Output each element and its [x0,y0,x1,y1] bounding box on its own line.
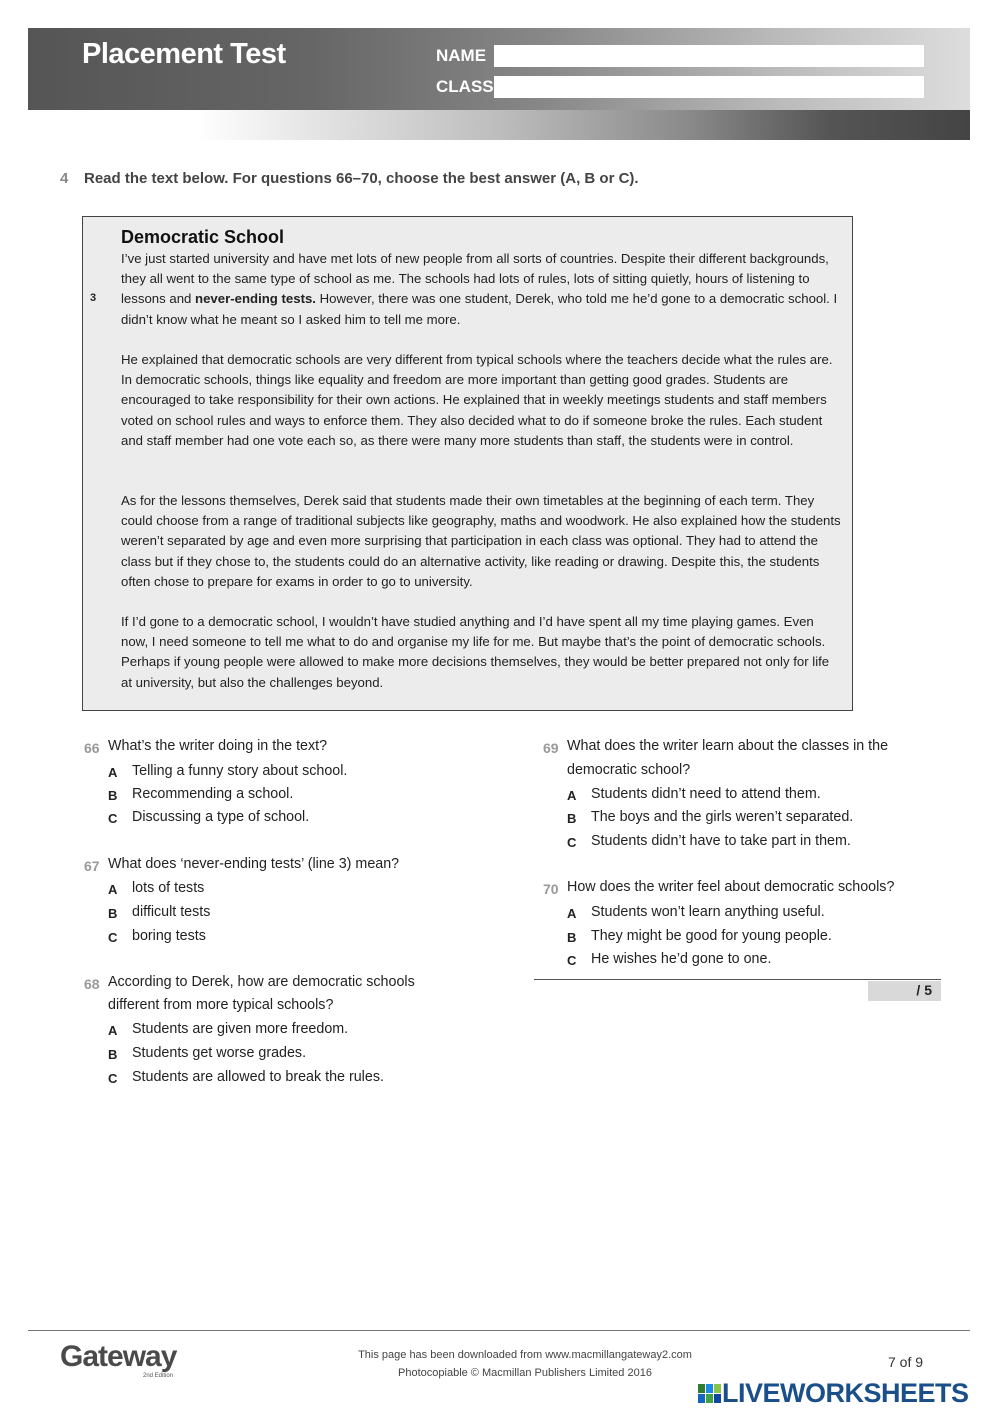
option-letter: C [108,930,118,945]
exercise-instruction: Read the text below. For questions 66–70, choose the best answer (A, B or C). [84,170,639,187]
question-66-stem: What’s the writer doing in the text? [108,738,328,754]
score-total: / 5 [916,982,932,998]
question-67-option-a[interactable]: lots of tests [132,880,205,896]
page-title: Placement Test [82,38,286,70]
reading-paragraph-4: If I’d gone to a democratic school, I wouldn’t have studied anything and I’d have spent all my time playing games. Even now, I need someone to tell me what to do and organise my life for me. But maybe that’s the point of democratic schools. Perhaps if young people were allowed to make more decisions themselves, they would be better prepared not only for life at university, but also the challenges beyond. [121,614,830,690]
question-70-option-b[interactable]: They might be good for young people. [591,928,832,944]
header-gradient-strip [28,110,970,140]
class-field[interactable] [494,76,924,98]
option-letter: C [108,811,118,826]
option-letter: A [567,788,577,803]
question-70-option-c[interactable]: He wishes he’d gone to one. [591,951,772,967]
paragraph-1-text: I’ve just started university and have met lots of new people from all sorts of countries. Despite their different backgrounds, they all went to the same type of school as me. The schools had lots of rules, lots of sitting quietly, hours of listening to lessons and [121,251,829,307]
question-66-option-b[interactable]: Recommending a school. [132,786,294,802]
liveworksheets-watermark: LIVEWORKSHEETS [722,1378,969,1408]
question-number-67: 67 [84,858,100,874]
question-67-option-c[interactable]: boring tests [132,928,206,944]
option-letter: B [567,811,577,826]
download-notice: This page has been downloaded from www.macmillangateway2.com [358,1349,692,1361]
question-69-option-b[interactable]: The boys and the girls weren’t separated. [591,809,854,825]
question-68-stem: According to Derek, how are democratic schools [108,974,415,990]
liveworksheets-logo-icon [698,1384,722,1404]
option-letter: B [108,788,118,803]
reading-paragraph-3: As for the lessons themselves, Derek said that students made their own timetables at the beginning of each term. They could choose from a range of traditional subjects like geography, maths and woodwork. He also explained how the students weren’t separated by age and even more surprising that participation in each class was optional. They had to attend the class but if they chose to, the students could do an alternative activity, like reading or drawing. Despite this, the students often chose to prepare for exams in order to go to university. [121,493,841,589]
option-letter: A [108,1023,118,1038]
question-69-option-a[interactable]: Students didn’t need to attend them. [591,786,821,802]
exercise-number: 4 [60,170,69,187]
question-69-stem: What does the writer learn about the classes in the [567,738,889,754]
page-number: 7 of 9 [888,1354,924,1370]
name-label: NAME [436,46,487,65]
question-number-70: 70 [543,881,559,897]
question-number-66: 66 [84,740,100,756]
question-number-68: 68 [84,976,100,992]
reading-paragraph-2: He explained that democratic schools are very different from typical schools where the teachers decide what the rules are. In democratic schools, things like equality and freedom are more important than getting good grades. Students are encouraged to take responsibility for their own actions. He explained that in weekly meetings students and staff members voted on school rules and ways to enforce them. They also decided what to do if someone broke the rules. Each student and staff member had one vote each so, as there were many more students than staff, the students were in control. [121,352,833,448]
option-letter: B [567,930,577,945]
copyright-notice: Photocopiable © Macmillan Publishers Limited 2016 [398,1367,652,1379]
question-66-option-c[interactable]: Discussing a type of school. [132,809,310,825]
option-letter: A [108,765,118,780]
option-letter: B [108,1047,118,1062]
question-69-option-c[interactable]: Students didn’t have to take part in them. [591,833,851,849]
option-letter: C [108,1071,118,1086]
reading-title: Democratic School [121,227,285,247]
class-label: CLASS [436,77,494,96]
option-letter: A [108,882,118,897]
question-68-option-b[interactable]: Students get worse grades. [132,1045,307,1061]
option-letter: C [567,953,577,968]
gateway-logo: Gateway [60,1340,177,1373]
question-66-option-a[interactable]: Telling a funny story about school. [132,763,348,779]
question-67-option-b[interactable]: difficult tests [132,904,211,920]
option-letter: A [567,906,577,921]
reading-paragraph-1 [121,249,843,330]
footer-divider [28,1330,970,1331]
question-68-stem-continued: different from more typical schools? [108,997,334,1013]
question-70-stem: How does the writer feel about democratic schools? [567,879,895,895]
question-70-option-a[interactable]: Students won’t learn anything useful. [591,904,825,920]
option-letter: C [567,835,577,850]
edition-label: 2nd Edition [143,1373,174,1379]
question-68-option-a[interactable]: Students are given more freedom. [132,1021,349,1037]
name-field[interactable] [494,45,924,67]
paragraph-1-text-continued: However, there was one student, Derek, who told me he’d gone to a democratic school. I didn’t know what he meant so I asked him to tell me more. [121,291,838,327]
question-68-option-c[interactable]: Students are allowed to break the rules. [132,1069,384,1085]
line-number-marker: 3 [90,292,97,304]
question-67-stem: What does ‘never-ending tests’ (line 3) mean? [108,856,400,872]
question-69-stem-continued: democratic school? [567,762,691,778]
question-number-69: 69 [543,740,559,756]
score-divider [534,979,941,980]
highlighted-phrase: never-ending tests. [195,291,316,307]
option-letter: B [108,906,118,921]
